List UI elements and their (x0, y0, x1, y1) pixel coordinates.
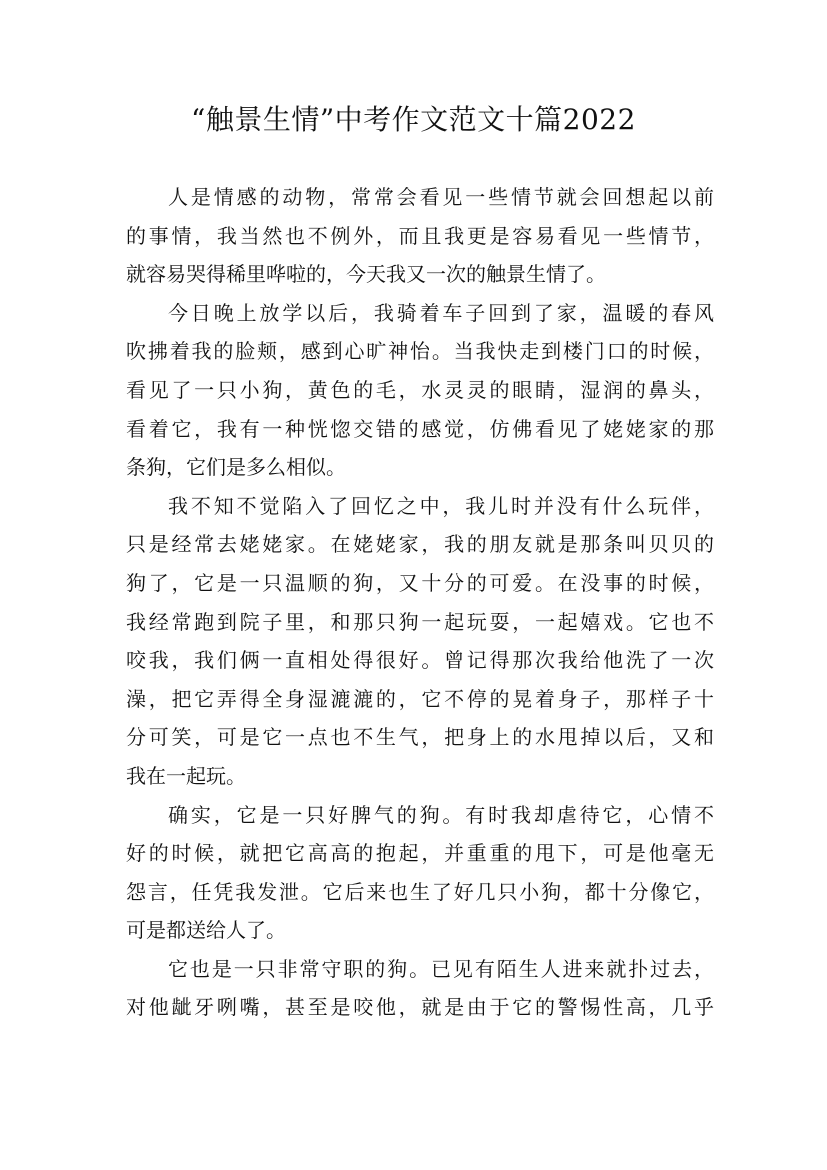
text-line: 我不知不觉陷入了回忆之中，我儿时并没有什么玩伴， (168, 493, 714, 518)
text-line: 的事情，我当然也不例外，而且我更是容易看见一些情节， (126, 223, 714, 248)
text-line: 咬我，我们俩一直相处得很好。曾记得那次我给他洗了一次 (126, 648, 714, 673)
text-line: 好的时候，就把它高高的抱起，并重重的甩下，可是他毫无 (126, 841, 714, 866)
text-line: 可是都送给人了。 (126, 918, 286, 943)
text-line: 澡，把它弄得全身湿漉漉的，它不停的晃着身子，那样子十 (126, 686, 714, 711)
text-line: 人是情感的动物，常常会看见一些情节就会回想起以前 (168, 185, 714, 209)
text-line: 对他龇牙咧嘴，甚至是咬他，就是由于它的警惕性高，几乎 (126, 995, 714, 1020)
text-line: 看着它，我有一种恍惚交错的感觉，仿佛看见了姥姥家的那 (126, 416, 714, 441)
document-title: “触景生情”中考作文范文十篇2022 (191, 103, 636, 136)
text-line: 吹拂着我的脸颊，感到心旷神怡。当我快走到楼门口的时候， (126, 339, 714, 364)
text-line: 只是经常去姥姥家。在姥姥家，我的朋友就是那条叫贝贝的 (126, 532, 714, 557)
text-line: 我在一起玩。 (126, 763, 246, 788)
text-line: 就容易哭得稀里哗啦的，今天我又一次的触景生情了。 (126, 262, 606, 287)
text-line: 条狗，它们是多么相似。 (126, 455, 346, 480)
text-line: 狗了，它是一只温顺的狗，又十分的可爱。在没事的时候， (126, 570, 714, 595)
text-line: 我经常跑到院子里，和那只狗一起玩耍，一起嬉戏。它也不 (126, 609, 714, 634)
text-line: 看见了一只小狗，黄色的毛，水灵灵的眼睛，湿润的鼻头， (126, 377, 714, 402)
document-body (126, 178, 714, 1027)
text-line: 怨言，任凭我发泄。它后来也生了好几只小狗，都十分像它， (126, 879, 714, 904)
text-line: 它也是一只非常守职的狗。已见有陌生人进来就扑过去， (168, 956, 714, 981)
text-line: 今日晚上放学以后，我骑着车子回到了家，温暖的春风 (168, 300, 714, 325)
text-line: 确实，它是一只好脾气的狗。有时我却虐待它，心情不 (168, 802, 714, 827)
text-line: 分可笑，可是它一点也不生气，把身上的水甩掉以后，又和 (126, 725, 714, 750)
